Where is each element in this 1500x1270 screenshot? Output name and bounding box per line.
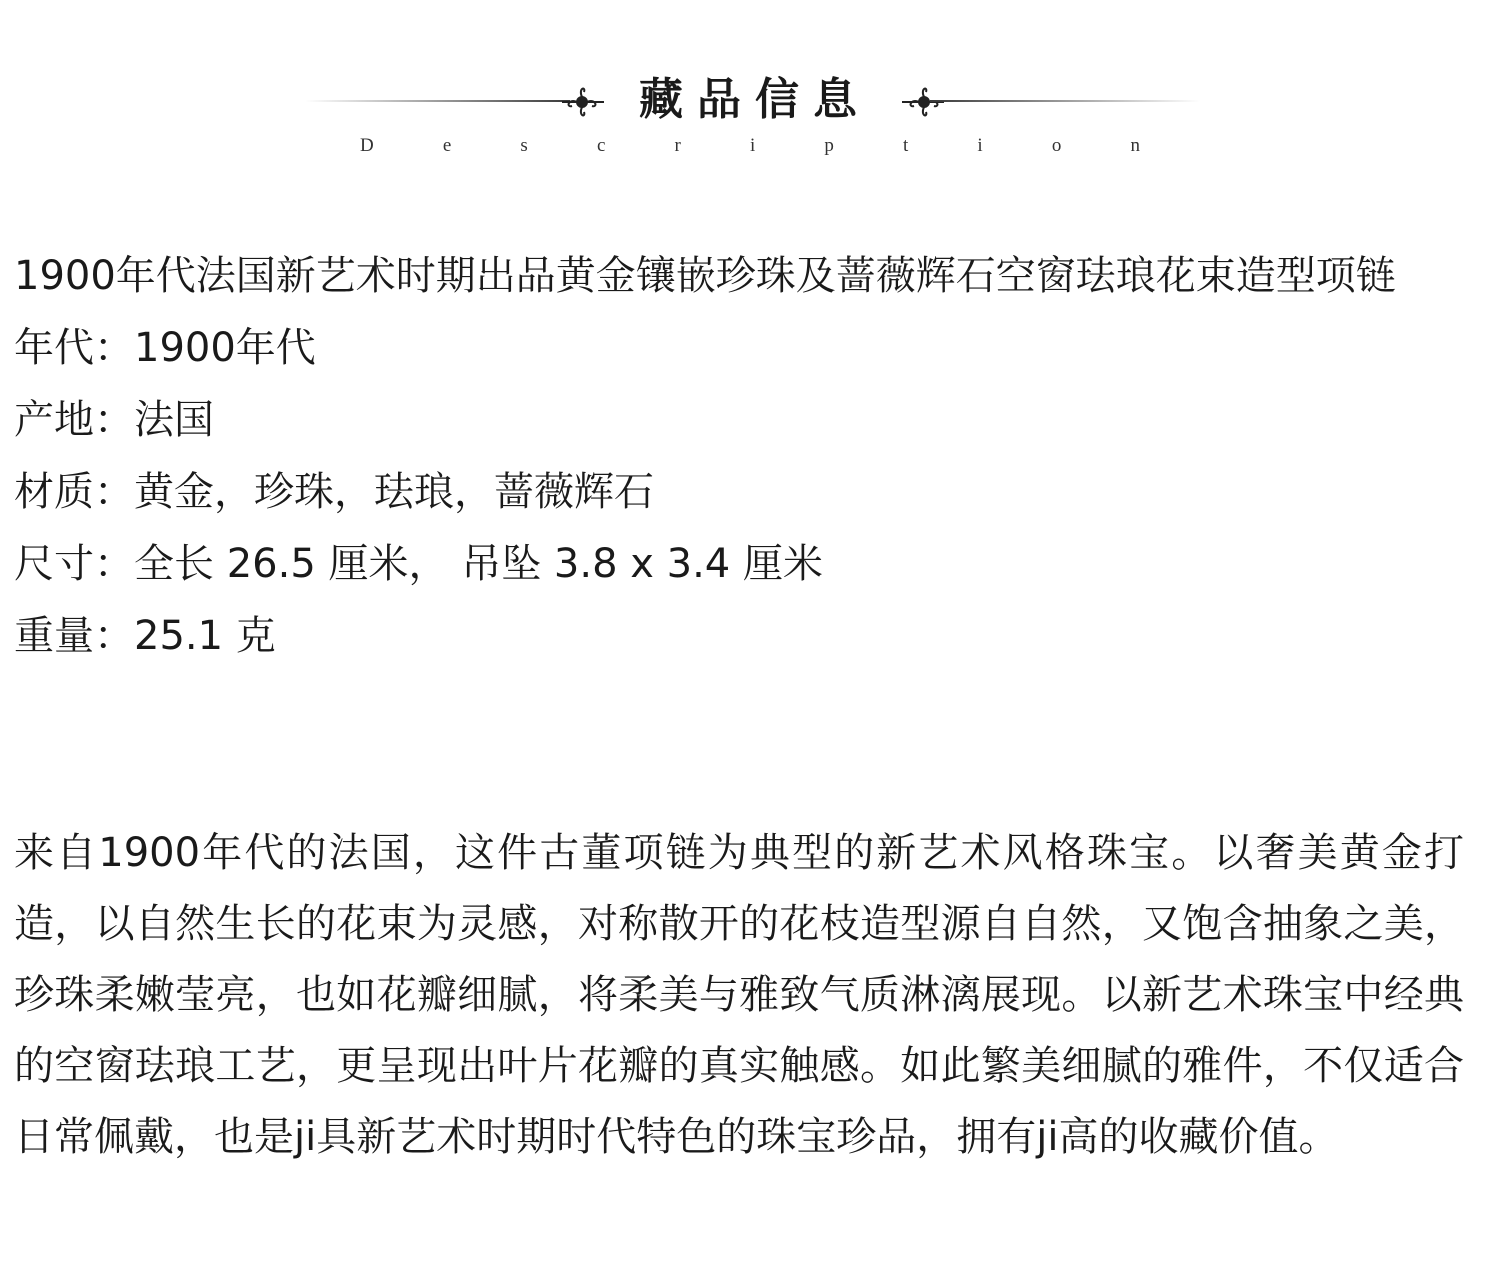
spec-label: 重量： <box>14 613 134 659</box>
header-divider-right <box>930 100 1200 102</box>
spec-row-size <box>14 528 1484 600</box>
subtitle-letter: c <box>596 135 606 156</box>
subtitle-letter: p <box>824 135 834 156</box>
flourish-ornament-icon <box>900 78 948 126</box>
subtitle-letter: n <box>1130 135 1140 156</box>
subtitle-letter: o <box>1051 135 1062 156</box>
spec-label: 年代： <box>14 325 134 371</box>
subtitle-letter: i <box>977 135 983 156</box>
spec-value: 全长 26.5 厘米， 吊坠 3.8 x 3.4 厘米 <box>134 541 823 587</box>
spec-label: 材质： <box>14 469 134 515</box>
flourish-ornament-icon <box>558 78 606 126</box>
spec-row-era <box>14 312 1484 384</box>
subtitle-letter: e <box>442 135 452 156</box>
spec-row-weight <box>14 600 1484 672</box>
spec-row-material <box>14 456 1484 528</box>
spec-value: 1900年代 <box>134 325 316 371</box>
section-header <box>0 0 1500 156</box>
spec-value: 25.1 克 <box>134 613 276 659</box>
spec-value: 法国 <box>134 397 214 443</box>
spec-value: 黄金，珍珠，珐琅，蔷薇辉石 <box>134 469 654 515</box>
section-title: 藏品信息 <box>639 74 871 125</box>
product-description: 来自1900年代的法国，这件古董项链为典型的新艺术风格珠宝。以奢美黄金打造，以自然生长的花束为灵感，对称散开的花枝造型源自自然，又饱含抽象之美，珍珠柔嫩莹亮，也如花瓣细腻，将柔美与雅致气质淋漓展现。以新艺术珠宝中经典的空窗珐琅工艺，更呈现出叶片花瓣的真实触感。如此繁美细腻的雅件，不仅适合日常佩戴，也是ji具新艺术时期时代特色的珠宝珍品，拥有ji高的收藏价值。 <box>14 830 1464 1160</box>
subtitle-letter: s <box>520 135 528 156</box>
header-divider-left <box>305 100 570 102</box>
spec-label: 尺寸： <box>14 541 134 587</box>
spec-label: 产地： <box>14 397 134 443</box>
subtitle-letter: i <box>749 135 756 156</box>
subtitle-letter: D <box>360 135 374 156</box>
product-title: 1900年代法国新艺术时期出品黄金镶嵌珍珠及蔷薇辉石空窗珐琅花束造型项链 <box>14 253 1396 299</box>
subtitle-letter: t <box>903 135 909 156</box>
spec-row-origin <box>14 384 1484 456</box>
subtitle-letter: r <box>674 135 681 156</box>
section-subtitle <box>360 135 1140 157</box>
product-details <box>14 240 1484 672</box>
